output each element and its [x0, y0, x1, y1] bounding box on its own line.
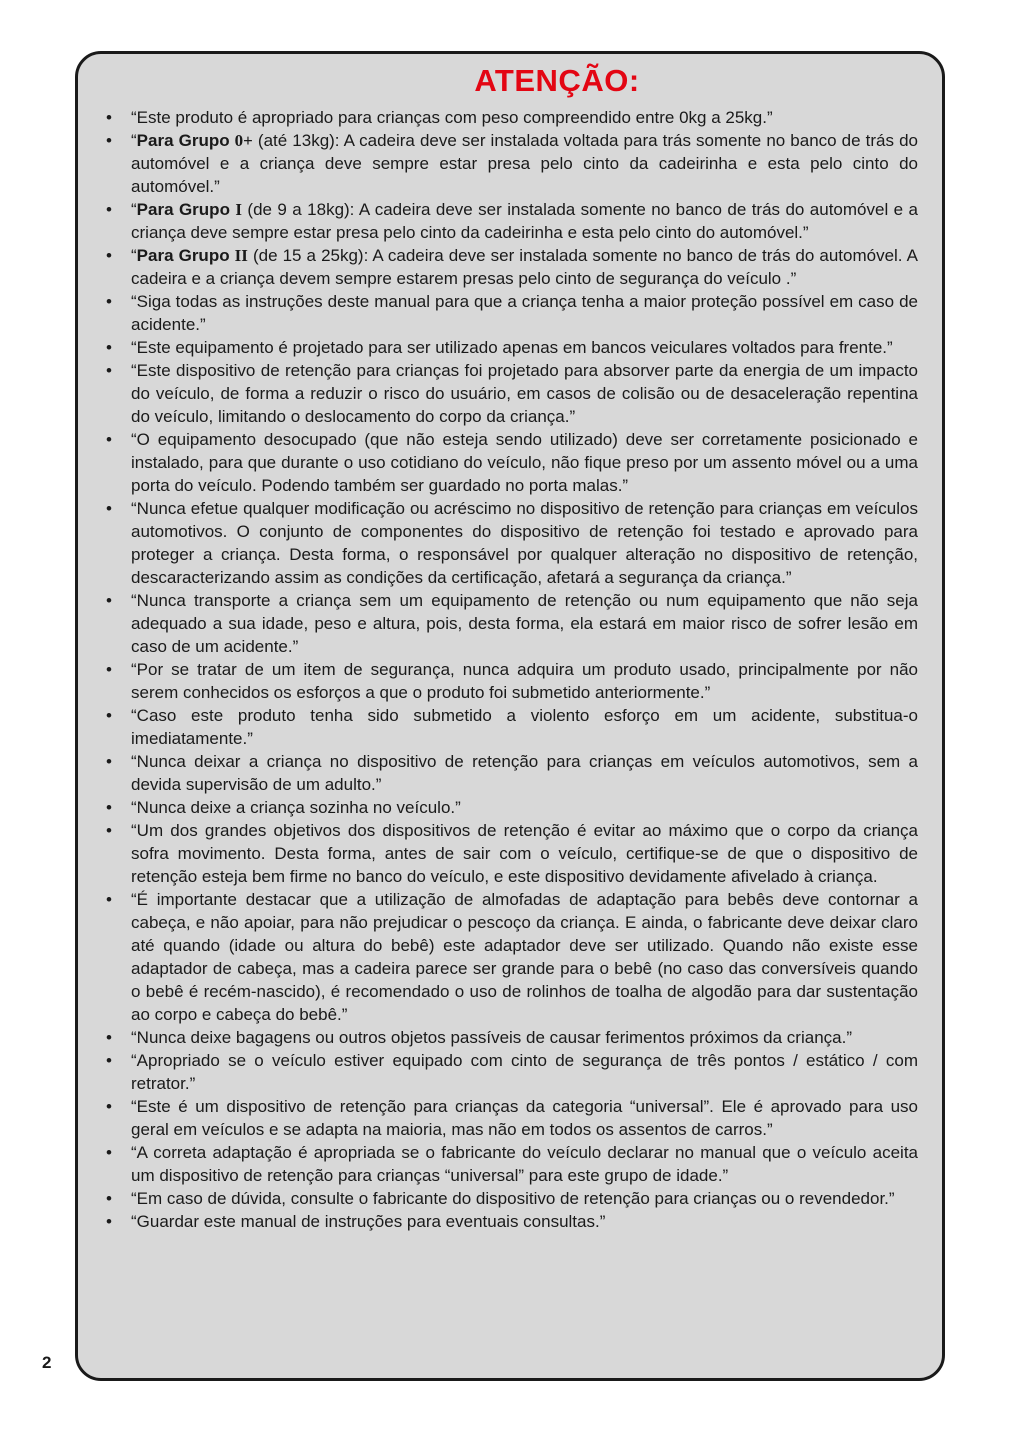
notice-item-energy-absorption: [104, 359, 918, 428]
notice-item-text: “Este dispositivo de retenção para crianças foi projetado para absorver parte da energia de um impacto do veículo, de forma a reduzir o risco do usuário, em casos de colisão ou de desaceleração repentina do veículo, limitando o deslocamento do corpo da criança.”: [131, 361, 918, 427]
notice-item-text: “Nunca transporte a criança sem um equipamento de retenção ou num equipamento que não seja adequado a sua idade, peso e altura, pois, desta forma, ela estará em maior risco de sofrer lesão em caso de um acidente.”: [131, 591, 918, 657]
notice-item-unoccupied-equipment: [104, 428, 918, 497]
notice-item-text: “Por se tratar de um item de segurança, nunca adquira um produto usado, principalmente por não serem conhecidos os esforços a que o produto foi submetido anteriormente.”: [131, 660, 918, 703]
notice-item-text: “Nunca efetue qualquer modificação ou acréscimo no dispositivo de retenção para crianças em veículos automotivos. O conjunto de componentes do dispositivo de retenção foi testado e aprovado para proteger a criança. Desta forma, o responsável por qualquer alteração no dispositivo de retenção, descaracterizando assim as condições da certificação, afetará a segurança da criança.”: [131, 499, 918, 588]
notice-item-text: “Um dos grandes objetivos dos dispositivos de retenção é evitar ao máximo que o corpo da criança sofra movimento. Desta forma, antes de sair com o veículo, certifique-se de que o dispositivo de retenção esteja bem firme no banco do veículo, e este dispositivo devidamente afivelado à criança.: [131, 821, 918, 887]
notice-item-text: “Em caso de dúvida, consulte o fabricante do dispositivo de retenção para crianças ou o revendedor.”: [131, 1189, 895, 1209]
notice-item-replace-after-accident: [104, 704, 918, 750]
opening-quote: “: [131, 131, 137, 151]
notice-item-group-i: [104, 198, 918, 244]
opening-quote: “: [131, 246, 137, 266]
notice-item-text: “É importante destacar que a utilização de almofadas de adaptação para bebês deve contornar a cabeça, e não apoiar, para não prejudicar o pescoço da criança. E ainda, o fabricante deve deixar claro até quando (idade ou altura do bebê) este adaptador deve ser utilizado. Quando não existe esse adaptador de cabeça, mas a cadeira parece ser grande para o bebê (no caso das conversíveis quando o bebê é recém-nascido), é recomendado o uso de rolinhos de toalha de algodão para dar sustentação ao corpo e cabeça do bebê.”: [131, 890, 918, 1025]
notice-item-text: “Caso este produto tenha sido submetido a violento esforço em um acidente, substitua-o imediatamente.”: [131, 706, 918, 749]
group-numeral: II: [234, 246, 248, 266]
notice-item-three-point-belt: [104, 1049, 918, 1095]
notice-item-always-use-restraint: [104, 589, 918, 658]
notice-list: [104, 106, 918, 1233]
page-number: 2: [42, 1353, 52, 1372]
notice-item-text: (de 15 a 25kg): A cadeira deve ser instalada somente no banco de trás do automóvel. A cadeira e a criança devem sempre estarem presas pelo cinto de segurança do veículo .”: [131, 246, 918, 289]
group-numeral: I: [235, 200, 242, 220]
notice-item-group-0plus: [104, 129, 918, 198]
opening-quote: “: [131, 200, 137, 220]
notice-item-text: (de 9 a 18kg): A cadeira deve ser instalada somente no banco de trás do automóvel e a criança deve sempre estar presa pelo cinto da cadeirinha e esta pelo cinto do automóvel.”: [131, 200, 918, 243]
notice-item-text: “A correta adaptação é apropriada se o fabricante do veículo declarar no manual que o veículo aceita um dispositivo de retenção para crianças “universal” para este grupo de idade.”: [131, 1143, 918, 1186]
notice-item-in-doubt: [104, 1187, 918, 1210]
notice-item-loose-objects: [104, 1026, 918, 1049]
notice-item-group-ii: [104, 244, 918, 290]
notice-item-text: “Apropriado se o veículo estiver equipado com cinto de segurança de três pontos / estático / com retrator.”: [131, 1051, 918, 1094]
notice-item-never-alone: [104, 796, 918, 819]
notice-item-text: “Este equipamento é projetado para ser utilizado apenas em bancos veiculares voltados para frente.”: [131, 338, 893, 358]
notice-item-text: “Nunca deixar a criança no dispositivo de retenção para crianças em veículos automotivos, sem a devida supervisão de um adulto.”: [131, 752, 918, 795]
group-label: Para Grupo: [136, 131, 230, 151]
notice-item-weight-range: [104, 106, 918, 129]
notice-item-text: (até 13kg): A cadeira deve ser instalada voltada para trás somente no banco de trás do automóvel e a criança deve sempre estar presa pelo cinto da cadeirinha e esta pelo cinto do automóvel.”: [131, 131, 918, 197]
group-label: Para Grupo: [136, 246, 230, 266]
notice-item-adult-supervision: [104, 750, 918, 796]
notice-item-text: “Siga todas as instruções deste manual para que a criança tenha a maior proteção possível em caso de acidente.”: [131, 292, 918, 335]
notice-item-text: “Este é um dispositivo de retenção para crianças da categoria “universal”. Ele é aprovado para uso geral em veículos e se adapta na maioria, mas não em todos os assentos de carros.”: [131, 1097, 918, 1140]
notice-item-text: “Nunca deixe bagagens ou outros objetos passíveis de causar ferimentos próximos da criança.”: [131, 1028, 852, 1048]
notice-item-no-modifications: [104, 497, 918, 589]
notice-item-keep-manual: [104, 1210, 918, 1233]
warning-notice-box: [75, 51, 945, 1381]
group-numeral: 0+: [234, 131, 253, 151]
notice-item-universal-category: [104, 1095, 918, 1141]
notice-item-forward-seats: [104, 336, 918, 359]
notice-item-follow-instructions: [104, 290, 918, 336]
notice-item-text: “Guardar este manual de instruções para eventuais consultas.”: [131, 1212, 606, 1232]
notice-title: ATENÇÃO:: [474, 63, 640, 98]
notice-item-text: “O equipamento desocupado (que não esteja sendo utilizado) deve ser corretamente posicionado e instalado, para que durante o uso cotidiano do veículo, não fique preso por um assento móvel ou a uma porta do veículo. Podendo também ser guardado no porta malas.”: [131, 430, 918, 496]
notice-item-text: “Nunca deixe a criança sozinha no veículo.”: [131, 798, 461, 818]
notice-item-vehicle-manual: [104, 1141, 918, 1187]
notice-item-secure-fit: [104, 819, 918, 888]
notice-item-no-used-products: [104, 658, 918, 704]
notice-item-head-cushions: [104, 888, 918, 1026]
notice-item-text: “Este produto é apropriado para crianças com peso compreendido entre 0kg a 25kg.”: [131, 108, 773, 128]
group-label: Para Grupo: [136, 200, 230, 220]
